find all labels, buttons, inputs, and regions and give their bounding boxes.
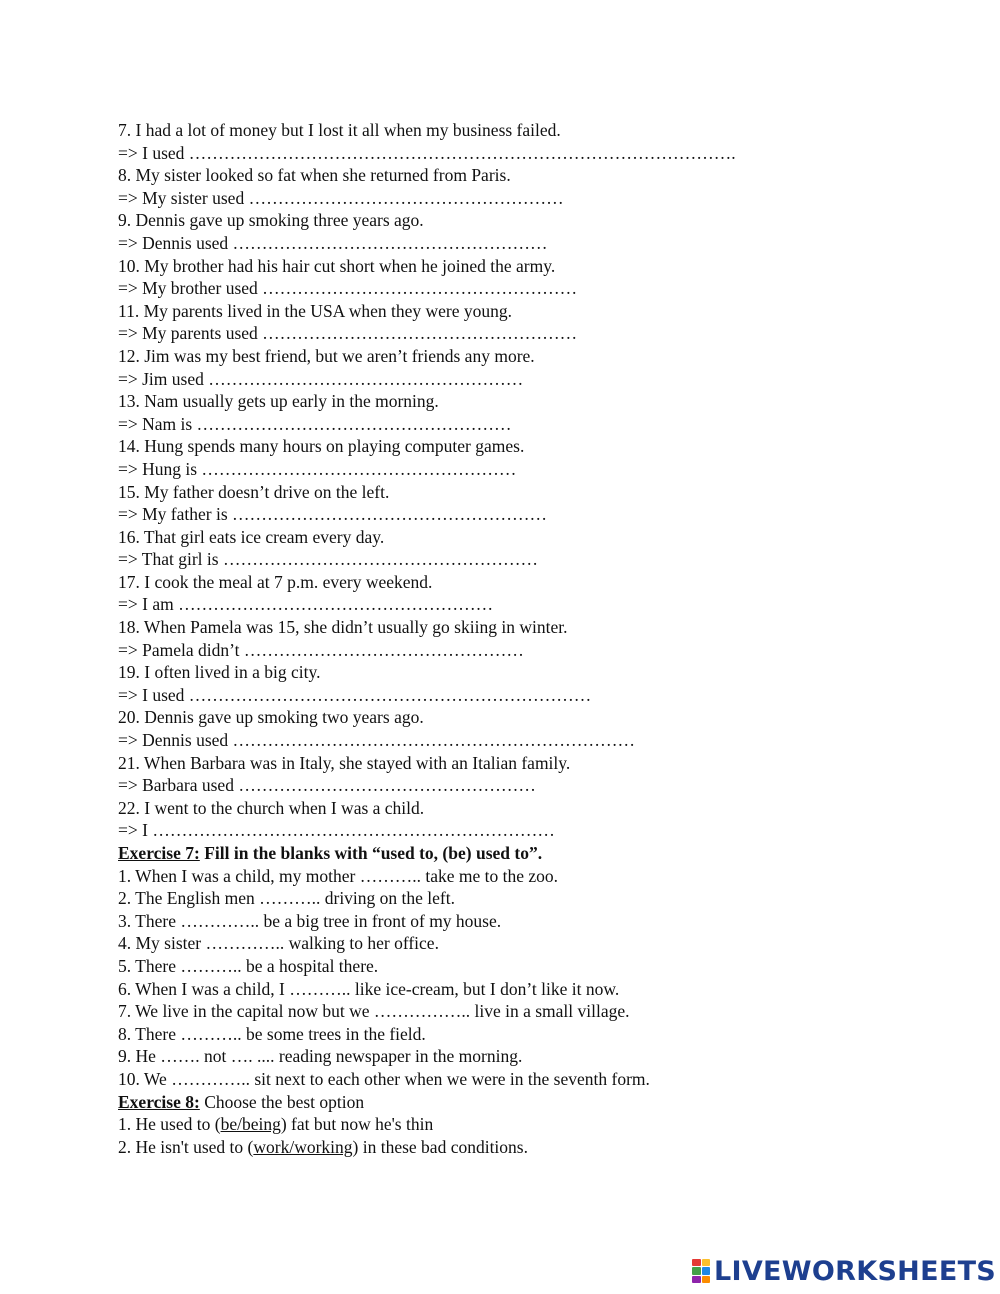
question-line: 18. When Pamela was 15, she didn’t usually go skiing in winter. — [118, 617, 568, 638]
exercise-7-item: 8. There ……….. be some trees in the field. — [118, 1023, 426, 1044]
question-line: 16. That girl eats ice cream every day. — [118, 526, 385, 547]
answer-line: => My brother used ……………………………………………… — [118, 278, 578, 299]
question-line: 21. When Barbara was in Italy, she stayed with an Italian family. — [118, 752, 571, 773]
question-line: 15. My father doesn’t drive on the left. — [118, 481, 390, 502]
answer-line: => Barbara used …………………………………………… — [118, 775, 536, 796]
answer-line: => I am ……………………………………………… — [118, 594, 494, 615]
answer-line: => Hung is ……………………………………………… — [118, 458, 517, 479]
exercise-8-items — [118, 1113, 938, 1158]
item-text: 1. He used to ( — [118, 1114, 221, 1135]
answer-line: => I used …………………………………………………………… — [118, 684, 592, 705]
item-text: 2. He isn't used to ( — [118, 1136, 254, 1157]
transform-exercise — [118, 119, 938, 842]
answer-line: => Jim used ……………………………………………… — [118, 368, 524, 389]
exercise-8-title: Exercise 8: — [118, 1091, 200, 1112]
liveworksheets-logo-icon — [692, 1259, 710, 1283]
question-line: 9. Dennis gave up smoking three years ago. — [118, 210, 424, 231]
worksheet-page — [118, 119, 938, 1158]
exercise-7-item: 9. He ……. not …. .... reading newspaper in the morning. — [118, 1046, 523, 1067]
exercise-7-instruction: Fill in the blanks with “used to, (be) used to”. — [199, 843, 543, 863]
exercise-7-title: Exercise 7: — [118, 843, 200, 863]
logo-square — [702, 1276, 711, 1283]
question-line: 7. I had a lot of money but I lost it all when my business failed. — [118, 120, 561, 140]
question-line: 17. I cook the meal at 7 p.m. every weekend. — [118, 571, 433, 592]
exercise-7-item: 10. We ………….. sit next to each other when we were in the seventh form. — [118, 1068, 650, 1089]
question-line: 11. My parents lived in the USA when they were young. — [118, 300, 513, 321]
exercise-7-item: 3. There ………….. be a big tree in front of my house. — [118, 910, 502, 931]
question-line: 12. Jim was my best friend, but we aren’t friends any more. — [118, 345, 535, 366]
logo-square — [692, 1276, 701, 1283]
question-line: 22. I went to the church when I was a child. — [118, 797, 425, 818]
logo-square — [692, 1259, 701, 1266]
question-line: 14. Hung spends many hours on playing computer games. — [118, 436, 525, 457]
exercise-7-item: 5. There ……….. be a hospital there. — [118, 955, 379, 976]
liveworksheets-logo-text: LIVEWORKSHEETS — [714, 1255, 997, 1287]
item-text: ) fat but now he's thin — [280, 1114, 434, 1135]
exercise-8-heading — [118, 1091, 938, 1114]
answer-line: => Dennis used …………………………………………………………… — [118, 730, 636, 751]
question-line: 19. I often lived in a big city. — [118, 662, 321, 683]
option-choices[interactable]: work/working — [253, 1136, 353, 1157]
exercise-7-items — [118, 865, 938, 1091]
answer-line: => I used …………………………………………………………………………………. — [118, 142, 736, 163]
exercise-8-item — [118, 1136, 938, 1159]
logo-square — [702, 1259, 711, 1266]
exercise-7-heading — [118, 842, 938, 865]
exercise-7-item: 4. My sister ………….. walking to her office. — [118, 933, 439, 954]
item-text: ) in these bad conditions. — [352, 1136, 528, 1157]
answer-line: => Nam is ……………………………………………… — [118, 413, 512, 434]
option-choices[interactable]: be/being — [220, 1114, 281, 1135]
answer-line: => Pamela didn’t ………………………………………… — [118, 639, 524, 660]
liveworksheets-logo — [692, 1256, 996, 1286]
exercise-7-item: 6. When I was a child, I ……….. like ice-cream, but I don’t like it now. — [118, 978, 620, 999]
question-line: 10. My brother had his hair cut short when he joined the army. — [118, 255, 556, 276]
answer-line: => Dennis used ……………………………………………… — [118, 232, 548, 253]
logo-square — [692, 1267, 701, 1274]
question-line: 13. Nam usually gets up early in the morning. — [118, 391, 439, 412]
answer-line: => I …………………………………………………………… — [118, 820, 555, 841]
answer-line: => My sister used ……………………………………………… — [118, 187, 564, 208]
question-line: 8. My sister looked so fat when she returned from Paris. — [118, 165, 511, 186]
answer-line: => My father is ……………………………………………… — [118, 504, 548, 525]
exercise-8-item — [118, 1113, 938, 1136]
exercise-7-item: 7. We live in the capital now but we …………….. live in a small village. — [118, 1001, 630, 1022]
question-line: 20. Dennis gave up smoking two years ago. — [118, 707, 424, 728]
answer-line: => My parents used ……………………………………………… — [118, 323, 578, 344]
exercise-7-item: 1. When I was a child, my mother ……….. take me to the zoo. — [118, 865, 558, 886]
exercise-8-instruction: Choose the best option — [199, 1091, 365, 1112]
logo-square — [702, 1267, 711, 1274]
exercise-7-item: 2. The English men ……….. driving on the left. — [118, 888, 455, 909]
answer-line: => That girl is ……………………………………………… — [118, 549, 538, 570]
